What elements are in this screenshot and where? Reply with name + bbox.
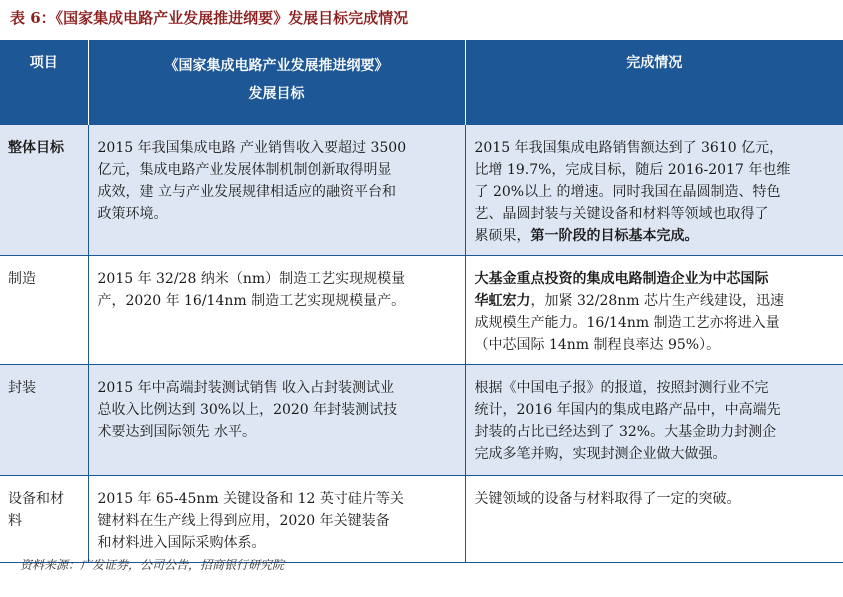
row-goal xyxy=(88,476,465,563)
row-status xyxy=(465,476,843,563)
text-line: 统计，2016 年国内的集成电路产品中，中高端先 xyxy=(474,402,781,418)
row-status xyxy=(465,125,843,256)
text-line: 总收入比例达到 30%以上，2020 年封装测试技 xyxy=(97,402,398,418)
source-note: 资料来源：广发证券，公司公告，招商银行研究院 xyxy=(20,558,285,572)
header-goal-line1: 《国家集成电路产业发展推进纲要》 xyxy=(164,58,389,74)
header-goal-line2: 发展目标 xyxy=(248,86,305,102)
text-line: 产，2020 年 16/14nm 制造工艺实现规模量产。 xyxy=(97,293,406,309)
header-status: 完成情况 xyxy=(465,40,843,125)
row-goal xyxy=(88,125,465,256)
row-status xyxy=(465,365,843,476)
goals-table xyxy=(0,40,843,563)
text-line: 2015 年中高端封装测试销售 收入占封装测试业 xyxy=(97,380,395,396)
row-status xyxy=(465,256,843,365)
table-row xyxy=(0,365,843,476)
row-item xyxy=(0,476,88,563)
table-header-row xyxy=(0,40,843,125)
text-line: 亿元，集成电路产业发展体制机制创新取得明显 xyxy=(97,162,392,178)
header-item: 项目 xyxy=(0,40,88,125)
company-name: 华虹宏力 xyxy=(474,293,531,309)
table-row xyxy=(0,125,843,256)
text-span: 累硕果， xyxy=(474,228,531,244)
text-line: 艺、晶圆封装与关键设备和材料等领域也取得了 xyxy=(474,206,769,222)
text-line: 设备和材 xyxy=(8,491,64,507)
row-item: 制造 xyxy=(0,256,88,365)
text-line: 键材料在生产线上得到应用，2020 年关键装备 xyxy=(97,513,390,529)
row-item: 封装 xyxy=(0,365,88,476)
text-line: 成规模生产能力。16/14nm 制造工艺亦将进入量 xyxy=(474,315,780,331)
table-row xyxy=(0,256,843,365)
text-line: 2015 年我国集成电路 产业销售收入要超过 3500 xyxy=(97,140,407,156)
text-line: 比增 19.7%，完成目标，随后 2016-2017 年也维 xyxy=(474,162,791,178)
text-line: 完成多笔并购，实现封测企业做大做强。 xyxy=(474,446,727,462)
text-line: 封装的占比已经达到了 32%。大基金助力封测企 xyxy=(474,424,777,440)
row-goal xyxy=(88,365,465,476)
table-caption: 表 6：《国家集成电路产业发展推进纲要》发展目标完成情况 xyxy=(10,9,409,27)
text-line: 了 20%以上 的增速。同时我国在晶圆制造、特色 xyxy=(474,184,781,200)
text-line: （中芯国际 14nm 制程良率达 95%）。 xyxy=(474,337,721,353)
text-line: 政策环境。 xyxy=(97,206,168,222)
text-line: 成效，建 立与产业发展规律相适应的融资平台和 xyxy=(97,184,396,200)
text-line: 大基金重点投资的集成电路制造企业为中芯国际 xyxy=(474,271,769,287)
text-line: 2015 年我国集成电路销售额达到了 3610 亿元， xyxy=(474,140,784,156)
text-span: ，加紧 32/28nm 芯片生产线建设，迅速 xyxy=(530,293,785,309)
conclusion-text: 第一阶段的目标基本完成。 xyxy=(530,228,699,244)
text-line: 2015 年 65-45nm 关键设备和 12 英寸硅片等关 xyxy=(97,491,404,507)
row-item: 整体目标 xyxy=(0,125,88,256)
header-goal xyxy=(88,40,465,125)
table-row xyxy=(0,476,843,563)
text-line xyxy=(475,290,843,312)
text-line: 2015 年 32/28 纳米（nm）制造工艺实现规模量 xyxy=(97,271,406,287)
text-line: 术要达到国际领先 水平。 xyxy=(97,424,256,440)
text-line xyxy=(475,225,843,247)
text-line: 和材料进入国际采购体系。 xyxy=(97,535,266,551)
text-line: 料 xyxy=(8,513,22,529)
row-goal xyxy=(88,256,465,365)
text-line: 根据《中国电子报》的报道，按照封测行业不完 xyxy=(474,380,769,396)
text-line: 关键领域的设备与材料取得了一定的突破。 xyxy=(474,491,741,507)
